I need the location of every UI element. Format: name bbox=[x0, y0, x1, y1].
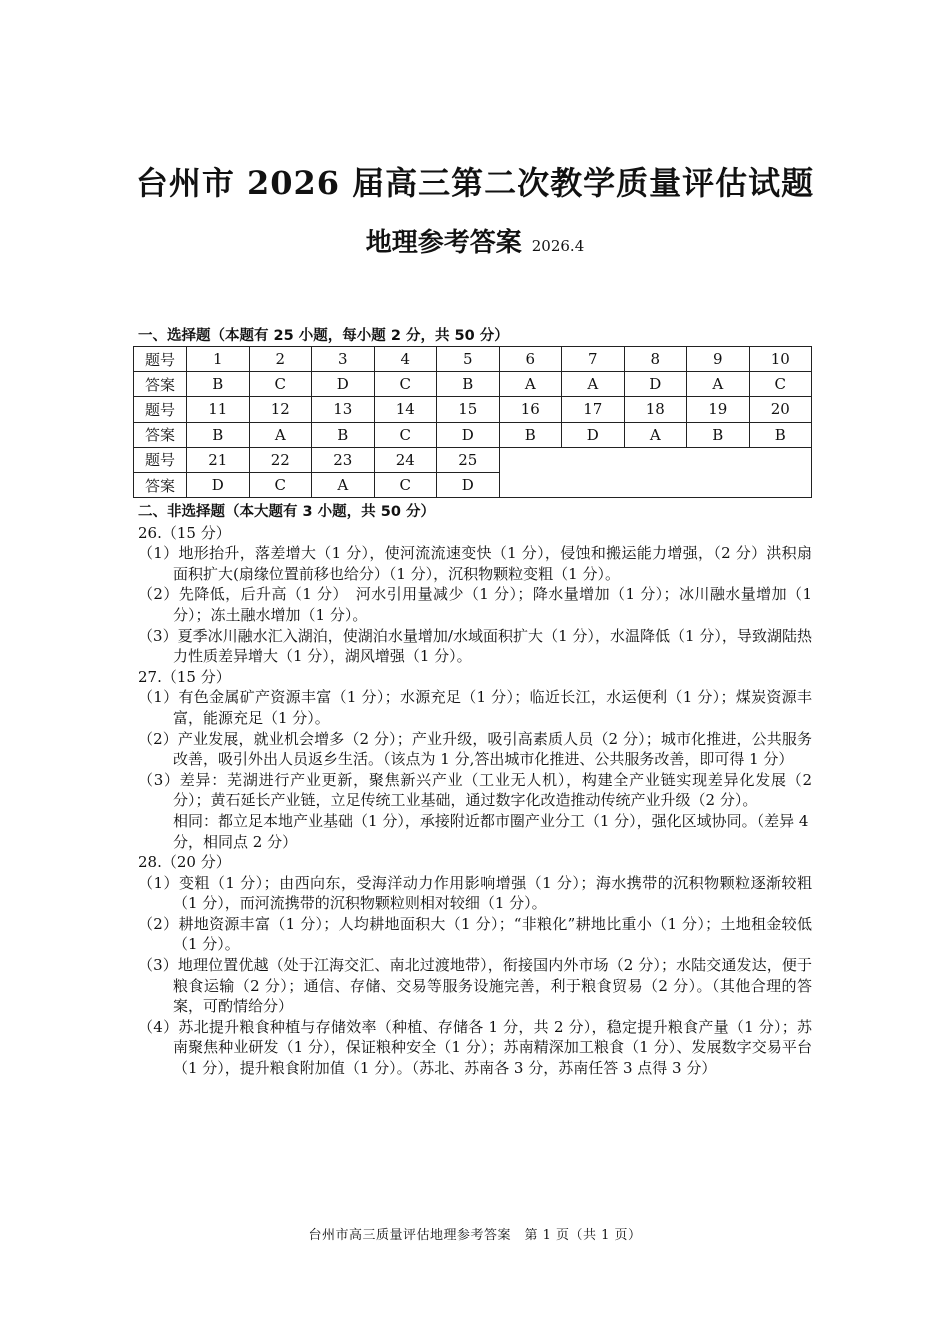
answer-cell: D bbox=[437, 422, 500, 447]
answer-cell: A bbox=[249, 422, 312, 447]
answer-cell: C bbox=[749, 372, 812, 397]
answer-cell: C bbox=[374, 472, 437, 497]
row-label-ans: 答案 bbox=[134, 372, 187, 397]
table-row bbox=[134, 422, 812, 447]
question-number: 7 bbox=[562, 347, 625, 372]
question-number: 15 bbox=[437, 397, 500, 422]
q26-item-2: （2）先降低，后升高（1 分） 河水引用量减少（1 分）；降水量增加（1 分）；冰川融水量增加（1 分）；冻土融水增加（1 分）。 bbox=[138, 585, 812, 624]
answer-cell: B bbox=[312, 422, 375, 447]
answer-cell: B bbox=[749, 422, 812, 447]
subtitle-text: 地理参考答案 bbox=[365, 228, 522, 258]
question-number: 24 bbox=[374, 447, 437, 472]
q27-heading: 27.（15 分） bbox=[138, 667, 231, 686]
answer-cell: A bbox=[562, 372, 625, 397]
answer-cell: A bbox=[499, 372, 562, 397]
row-label-ans: 答案 bbox=[134, 422, 187, 447]
question-number: 19 bbox=[687, 397, 750, 422]
question-number: 14 bbox=[374, 397, 437, 422]
question-number: 5 bbox=[437, 347, 500, 372]
answer-cell: B bbox=[187, 422, 250, 447]
question-number: 23 bbox=[312, 447, 375, 472]
answer-cell: C bbox=[374, 422, 437, 447]
answer-cell: B bbox=[687, 422, 750, 447]
q27-extra: 相同：都立足本地产业基础（1 分），承接附近都市圈产业分工（1 分），强化区域协同。（差异 4 分，相同点 2 分） bbox=[173, 811, 809, 851]
q26-heading: 26.（15 分） bbox=[138, 523, 231, 542]
question-number: 25 bbox=[437, 447, 500, 472]
answer-cell: B bbox=[437, 372, 500, 397]
q28-item-3: （3）地理位置优越（处于江海交汇、南北过渡地带），衔接国内外市场（2 分）；水陆交通发达，便于粮食运输（2 分）；通信、存储、交易等服务设施完善，利于粮食贸易（2 分）。（其他合理的答案，可酌情给分） bbox=[138, 956, 812, 1016]
q28-item-1: （1）变粗（1 分）；由西向东，受海洋动力作用影响增强（1 分）；海水携带的沉积物颗粒逐渐较粗（1 分），而河流携带的沉积物颗粒则相对较细（1 分）。 bbox=[138, 873, 812, 913]
q27-item-2: （2）产业发展，就业机会增多（2 分）；产业升级，吸引高素质人员（2 分）；城市化推进，公共服务改善，吸引外出人员返乡生活。（该点为 1 分,答出城市化推进、公共服务改善，即可得 1 分） bbox=[138, 729, 812, 769]
table-row bbox=[134, 397, 812, 422]
answer-cell: C bbox=[374, 372, 437, 397]
answer-cell: B bbox=[499, 422, 562, 447]
question-number: 3 bbox=[312, 347, 375, 372]
question-number: 20 bbox=[749, 397, 812, 422]
row-label-num: 题号 bbox=[134, 397, 187, 422]
question-number: 21 bbox=[187, 447, 250, 472]
answer-cell: D bbox=[437, 472, 500, 497]
answer-cell: D bbox=[562, 422, 625, 447]
row-label-num: 题号 bbox=[134, 447, 187, 472]
q26-item-1: （1）地形抬升，落差增大（1 分），使河流流速变快（1 分），侵蚀和搬运能力增强，（2 分）洪积扇面积扩大(扇缘位置前移也给分）（1 分），沉积物颗粒变粗（1 分）。 bbox=[138, 544, 812, 583]
question-number: 22 bbox=[249, 447, 312, 472]
answer-cell: B bbox=[187, 372, 250, 397]
question-number: 11 bbox=[187, 397, 250, 422]
question-number: 8 bbox=[624, 347, 687, 372]
q28-item-2: （2）耕地资源丰富（1 分）；人均耕地面积大（1 分）；“非粮化”耕地比重小（1 分）；土地租金较低（1 分）。 bbox=[138, 914, 812, 954]
q28-item-4: （4）苏北提升粮食种植与存储效率（种植、存储各 1 分，共 2 分），稳定提升粮食产量（1 分）；苏南聚焦种业研发（1 分），保证粮种安全（1 分）；苏南精深加工粮食（1 分）、发展数字交易平台（1 分），提升粮食附加值（1 分）。（苏北、苏南各 3 分，苏南任答 3 点得 3 分） bbox=[138, 1017, 812, 1078]
table-row bbox=[134, 372, 812, 397]
table-row bbox=[134, 347, 812, 372]
answer-table bbox=[133, 346, 812, 498]
answer-cell: C bbox=[249, 372, 312, 397]
section1-heading: 一、选择题（本题有 25 小题，每小题 2 分，共 50 分） bbox=[138, 328, 509, 344]
document-title: 台州市 2026 届高三第二次教学质量评估试题 bbox=[135, 164, 815, 202]
page-footer: 台州市高三质量评估地理参考答案 第 1 页（共 1 页） bbox=[308, 1228, 642, 1243]
question-number: 1 bbox=[187, 347, 250, 372]
answer-cell: A bbox=[624, 422, 687, 447]
answer-cell: C bbox=[249, 472, 312, 497]
answer-cell: D bbox=[312, 372, 375, 397]
question-number: 16 bbox=[499, 397, 562, 422]
q27-item-3: （3）差异：芜湖进行产业更新，聚焦新兴产业（工业无人机），构建全产业链实现差异化发展（2 分）；黄石延长产业链，立足传统工业基础，通过数字化改造推动传统产业升级（2 分）。 bbox=[138, 770, 812, 810]
question-number: 6 bbox=[499, 347, 562, 372]
row-label-num: 题号 bbox=[134, 347, 187, 372]
answers-body bbox=[138, 502, 812, 1079]
question-number: 9 bbox=[687, 347, 750, 372]
question-number: 2 bbox=[249, 347, 312, 372]
question-number: 13 bbox=[312, 397, 375, 422]
document-subtitle bbox=[0, 222, 950, 259]
row-label-ans: 答案 bbox=[134, 472, 187, 497]
section2-heading: 二、非选择题（本大题有 3 小题，共 50 分） bbox=[138, 504, 435, 520]
answer-cell: A bbox=[687, 372, 750, 397]
question-number: 10 bbox=[749, 347, 812, 372]
question-number: 4 bbox=[374, 347, 437, 372]
question-number: 18 bbox=[624, 397, 687, 422]
answer-cell: D bbox=[187, 472, 250, 497]
question-number: 17 bbox=[562, 397, 625, 422]
empty-cell bbox=[499, 447, 812, 497]
document-date: 2026.4 bbox=[531, 237, 585, 255]
table-row bbox=[134, 447, 812, 472]
question-number: 12 bbox=[249, 397, 312, 422]
q28-heading: 28.（20 分） bbox=[138, 853, 231, 872]
q27-item-1: （1）有色金属矿产资源丰富（1 分）；水源充足（1 分）；临近长江，水运便利（1 分）；煤炭资源丰富，能源充足（1 分）。 bbox=[138, 688, 812, 727]
q26-item-3: （3）夏季冰川融水汇入湖泊，使湖泊水量增加/水域面积扩大（1 分），水温降低（1 分），导致湖陆热力性质差异增大（1 分），湖风增强（1 分）。 bbox=[138, 626, 812, 666]
answer-cell: D bbox=[624, 372, 687, 397]
answer-cell: A bbox=[312, 472, 375, 497]
